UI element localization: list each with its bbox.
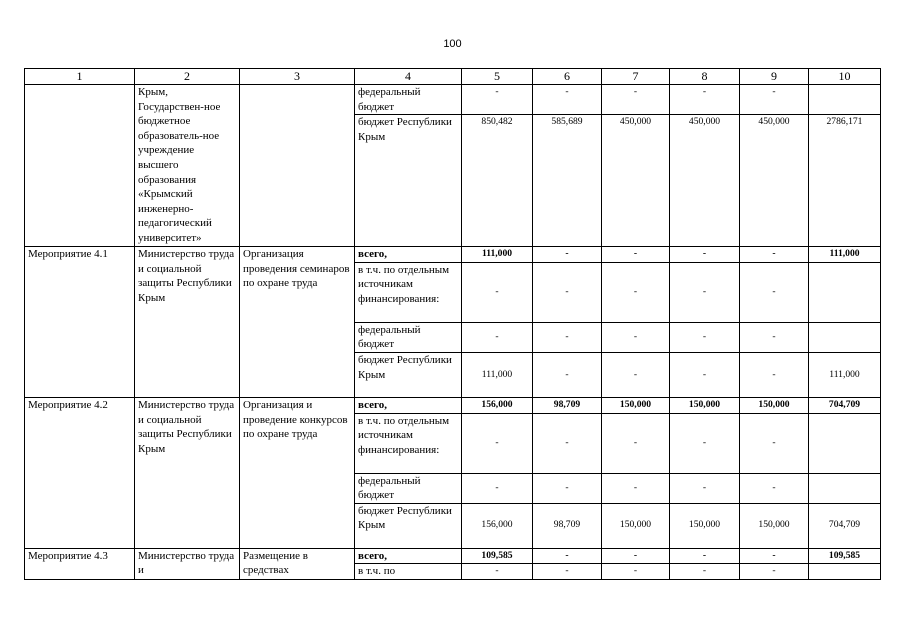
funding-source-cell: всего,: [355, 397, 462, 413]
value-cell: -: [533, 548, 602, 564]
column-header: 1: [25, 69, 135, 85]
value-cell: -: [670, 322, 740, 352]
value-cell: 450,000: [602, 115, 670, 247]
value-cell: -: [602, 85, 670, 115]
value-cell: 98,709: [533, 503, 602, 548]
value-cell: [809, 85, 881, 115]
value-cell: -: [670, 262, 740, 322]
value-cell: -: [740, 548, 809, 564]
value-cell: 109,585: [462, 548, 533, 564]
column-header: 5: [462, 69, 533, 85]
value-cell: -: [740, 564, 809, 580]
value-cell: -: [670, 473, 740, 503]
value-cell: -: [602, 352, 670, 397]
value-cell: -: [462, 473, 533, 503]
value-cell: 111,000: [462, 352, 533, 397]
value-cell: -: [602, 247, 670, 263]
value-cell: -: [462, 413, 533, 473]
value-cell: -: [533, 247, 602, 263]
table-row: [25, 548, 881, 564]
value-cell: -: [533, 564, 602, 580]
column-header: 4: [355, 69, 462, 85]
event-cell: [25, 85, 135, 247]
value-cell: -: [740, 262, 809, 322]
value-cell: [809, 322, 881, 352]
value-cell: -: [462, 262, 533, 322]
value-cell: -: [533, 473, 602, 503]
funding-source-cell: всего,: [355, 247, 462, 263]
value-cell: 150,000: [740, 503, 809, 548]
value-cell: [809, 564, 881, 580]
page-number: 100: [443, 38, 462, 50]
funding-source-cell: в т.ч. по: [355, 564, 462, 580]
value-cell: 98,709: [533, 397, 602, 413]
action-cell: Организация и проведение конкурсов по охране труда: [240, 397, 355, 548]
value-cell: -: [602, 548, 670, 564]
value-cell: -: [670, 413, 740, 473]
value-cell: 2786,171: [809, 115, 881, 247]
value-cell: [809, 413, 881, 473]
value-cell: 585,689: [533, 115, 602, 247]
value-cell: -: [670, 548, 740, 564]
funding-source-cell: бюджет Республики Крым: [355, 503, 462, 548]
value-cell: -: [670, 85, 740, 115]
value-cell: 850,482: [462, 115, 533, 247]
event-cell: Мероприятие 4.3: [25, 548, 135, 579]
column-header: 10: [809, 69, 881, 85]
funding-source-cell: бюджет Республики Крым: [355, 115, 462, 247]
value-cell: 704,709: [809, 503, 881, 548]
value-cell: 156,000: [462, 503, 533, 548]
header-row: [25, 69, 881, 85]
event-cell: Мероприятие 4.2: [25, 397, 135, 548]
table-row: [25, 85, 881, 115]
action-cell: Организация проведения семинаров по охране труда: [240, 247, 355, 398]
value-cell: 704,709: [809, 397, 881, 413]
executor-cell: Крым, Государствен-ное бюджетное образователь-ное учреждение высшего образования «Крымский инженерно-педагогический университет»: [135, 85, 240, 247]
value-cell: -: [602, 473, 670, 503]
value-cell: 111,000: [462, 247, 533, 263]
funding-source-cell: в т.ч. по отдельным источникам финансирования:: [355, 262, 462, 322]
executor-cell: Министерство труда и: [135, 548, 240, 579]
column-header: 8: [670, 69, 740, 85]
value-cell: 150,000: [602, 397, 670, 413]
value-cell: 150,000: [602, 503, 670, 548]
column-header: 6: [533, 69, 602, 85]
executor-cell: Министерство труда и социальной защиты Республики Крым: [135, 247, 240, 398]
value-cell: -: [533, 322, 602, 352]
executor-cell: Министерство труда и социальной защиты Республики Крым: [135, 397, 240, 548]
value-cell: -: [462, 322, 533, 352]
value-cell: -: [740, 473, 809, 503]
value-cell: -: [670, 352, 740, 397]
value-cell: -: [670, 564, 740, 580]
funding-source-cell: федеральный бюджет: [355, 85, 462, 115]
value-cell: -: [740, 413, 809, 473]
column-header: 9: [740, 69, 809, 85]
value-cell: -: [533, 413, 602, 473]
budget-table: [24, 68, 881, 580]
value-cell: -: [462, 85, 533, 115]
column-header: 7: [602, 69, 670, 85]
event-cell: Мероприятие 4.1: [25, 247, 135, 398]
value-cell: -: [740, 322, 809, 352]
value-cell: 150,000: [670, 397, 740, 413]
funding-source-cell: федеральный бюджет: [355, 473, 462, 503]
value-cell: -: [533, 352, 602, 397]
value-cell: 450,000: [740, 115, 809, 247]
value-cell: 156,000: [462, 397, 533, 413]
funding-source-cell: всего,: [355, 548, 462, 564]
value-cell: 109,585: [809, 548, 881, 564]
value-cell: -: [740, 352, 809, 397]
value-cell: 111,000: [809, 352, 881, 397]
value-cell: 450,000: [670, 115, 740, 247]
value-cell: -: [602, 322, 670, 352]
value-cell: -: [602, 262, 670, 322]
value-cell: 111,000: [809, 247, 881, 263]
value-cell: -: [670, 247, 740, 263]
value-cell: -: [462, 564, 533, 580]
column-header: 2: [135, 69, 240, 85]
table-row: [25, 247, 881, 263]
value-cell: -: [740, 85, 809, 115]
value-cell: 150,000: [740, 397, 809, 413]
action-cell: [240, 85, 355, 247]
funding-source-cell: в т.ч. по отдельным источникам финансирования:: [355, 413, 462, 473]
table-row: [25, 397, 881, 413]
column-header: 3: [240, 69, 355, 85]
value-cell: [809, 262, 881, 322]
value-cell: -: [533, 85, 602, 115]
value-cell: -: [533, 262, 602, 322]
funding-source-cell: федеральный бюджет: [355, 322, 462, 352]
value-cell: -: [740, 247, 809, 263]
value-cell: -: [602, 564, 670, 580]
value-cell: [809, 473, 881, 503]
value-cell: -: [602, 413, 670, 473]
funding-source-cell: бюджет Республики Крым: [355, 352, 462, 397]
value-cell: 150,000: [670, 503, 740, 548]
action-cell: Размещение в средствах: [240, 548, 355, 579]
